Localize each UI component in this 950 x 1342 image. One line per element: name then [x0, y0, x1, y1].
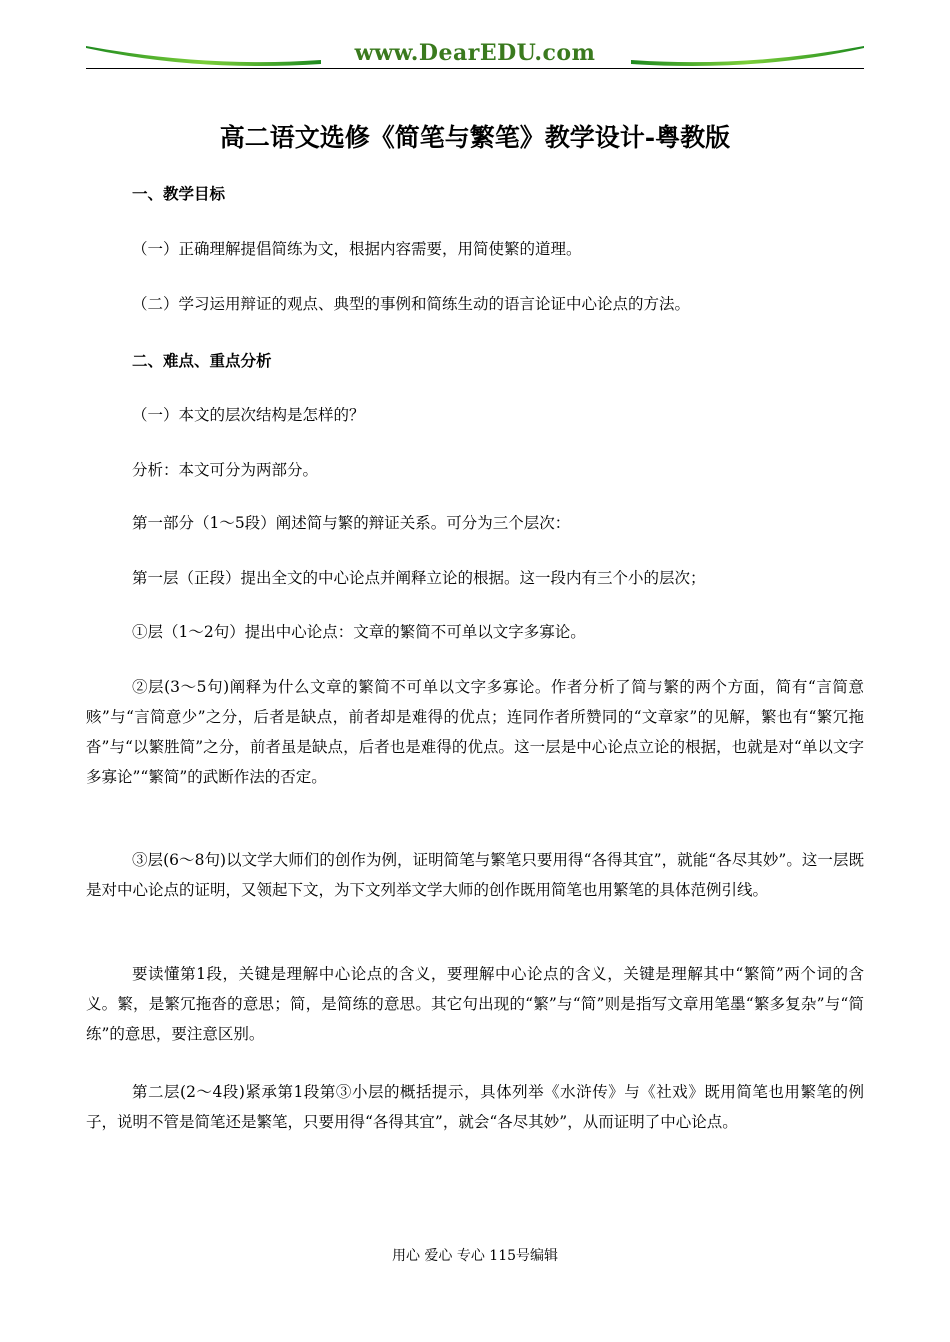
goal-item-1: （一）正确理解提倡简练为文，根据内容需要，用简使繁的道理。: [132, 240, 582, 258]
page-title: 高二语文选修《简笔与繁笔》教学设计-粤教版: [219, 123, 731, 152]
part-1-line: 第一部分（1～5段）阐述简与繁的辩证关系。可分为三个层次：: [132, 514, 571, 532]
section-heading-goals: 一、教学目标: [132, 184, 226, 203]
reading-note-paragraph: 要读懂第1段，关键是理解中心论点的含义，要理解中心论点的含义，关键是理解其中“繁简”两个词的含义。繁，是繁冗拖沓的意思；简，是简练的意思。其它句出现的“繁”与“简”则是指写文章用笔墨“繁多复杂”与“简练”的意思，要注意区别。: [86, 965, 864, 1043]
goal-item-2: （二）学习运用辩证的观点、典型的事例和简练生动的语言论证中心论点的方法。: [132, 295, 691, 313]
sub-layer-1: ①层（1～2句）提出中心论点：文章的繁简不可单以文字多寡论。: [132, 623, 586, 641]
sub-layer-3-paragraph: ③层(6～8句)以文学大师们的创作为例，证明简笔与繁笔只要用得“各得其宜”，就能“各尽其妙”。这一层既是对中心论点的证明，又领起下文，为下文列举文学大师的创作既用简笔也用繁笔的具体范例引线。: [86, 851, 864, 899]
site-header: [86, 38, 864, 72]
site-brand: www.DearEDU.com: [354, 40, 596, 66]
header-rule: [86, 68, 864, 69]
page-footer: 用心 爱心 专心 115号编辑: [391, 1248, 559, 1264]
layer-1-line: 第一层（正段）提出全文的中心论点并阐释立论的根据。这一段内有三个小的层次；: [132, 569, 706, 587]
question-1: （一）本文的层次结构是怎样的？: [132, 406, 365, 424]
section-heading-analysis: 二、难点、重点分析: [132, 351, 272, 370]
sub-layer-2-paragraph: ②层(3～5句)阐释为什么文章的繁简不可单以文字多寡论。作者分析了简与繁的两个方面，简有“言简意赅”与“言简意少”之分，后者是缺点，前者却是难得的优点；连同作者所赞同的“文章家”的见解，繁也有“繁冗拖沓”与“以繁胜简”之分，前者虽是缺点，后者也是难得的优点。这一层是中心论点立论的根据，也就是对“单以文字多寡论”“繁简”的武断作法的否定。: [86, 678, 864, 786]
analysis-line: 分析：本文可分为两部分。: [132, 461, 319, 479]
layer-2-paragraph: 第二层(2～4段)紧承第1段第③小层的概括提示，具体列举《水浒传》与《社戏》既用简笔也用繁笔的例子，说明不管是简笔还是繁笔，只要用得“各得其宜”，就会“各尽其妙”，从而证明了中心论点。: [86, 1083, 864, 1131]
